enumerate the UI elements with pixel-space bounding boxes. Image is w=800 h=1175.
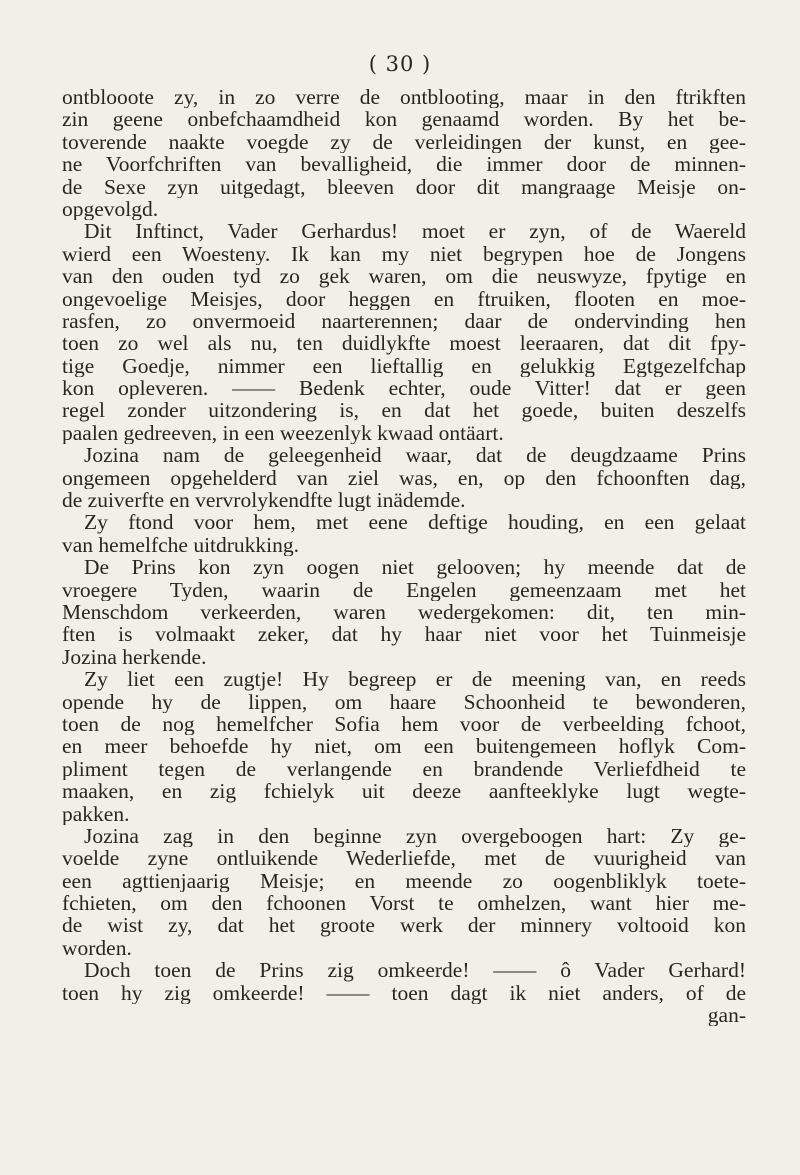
text-line: ften is volmaakt zeker, dat hy haar niet voor het Tuinmeisje	[62, 623, 746, 646]
text-line: wierd een Woesteny. Ik kan my niet begrypen hoe de Jongens	[62, 242, 746, 266]
text-line: opende hy de lippen, om haare Schoonheid te bewonderen,	[62, 690, 746, 713]
text-line: Jozina zag in den beginne zyn overgeboogen hart: Zy ge-	[84, 824, 746, 848]
text-line: een agttienjaarig Meisje; en meende zo oogenbliklyk toete-	[62, 869, 746, 893]
text-line: Zy ftond voor hem, met eene deftige houding, en een gelaat	[84, 511, 746, 534]
text-line: ongemeen opgehelderd van ziel was, en, op den fchoonften dag,	[62, 466, 746, 490]
text-line: ne Voorfchriften van bevalligheid, die immer door de minnen-	[62, 153, 746, 176]
text-line: paalen gedreeven, in een weezenlyk kwaad ontäart.	[62, 421, 504, 445]
text-line: de wist zy, dat het groote werk der minnery voltooid kon	[62, 914, 746, 937]
page-number: ( 30 )	[368, 52, 432, 76]
text-line: vroegere Tyden, waarin de Engelen gemeenzaam met het	[62, 578, 746, 601]
text-line: Dit Inftinct, Vader Gerhardus! moet er zyn, of de Waereld	[84, 220, 746, 243]
text-line: fchieten, om den fchoonen Vorst te omhelzen, want hier me-	[62, 892, 746, 915]
text-line: toen zo wel als nu, ten duidlykfte moest leeraaren, dat dit fpy-	[62, 332, 746, 355]
text-line: De Prins kon zyn oogen niet gelooven; hy meende dat de	[84, 556, 746, 579]
text-line: zin geene onbefchaamdheid kon genaamd worden. By het be-	[62, 108, 746, 131]
text-line: maaken, en zig fchielyk uit deeze aanfteeklyke lugt wegte-	[62, 780, 746, 803]
text-line: ontblooote zy, in zo verre de ontblooting, maar in den ftrikften	[62, 86, 746, 109]
text-line: Doch toen de Prins zig omkeerde! —— ô Vader Gerhard!	[84, 959, 746, 982]
body-text	[62, 86, 746, 1026]
text-line: rasfen, zo onvermoeid naarterennen; daar de ondervinding hen	[62, 309, 746, 333]
text-line: regel zonder uitzondering is, en dat het goede, buiten deszelfs	[62, 399, 746, 422]
text-line: Zy liet een zugtje! Hy begreep er de meening van, en reeds	[84, 668, 746, 691]
text-line: ongevoelige Meisjes, door heggen en ftruiken, flooten en moe-	[62, 287, 746, 310]
text-line: toverende naakte voegde zy de verleidingen der kunst, en gee-	[62, 130, 746, 154]
text-line: van den ouden tyd zo gek waren, om die neuswyze, fpytige en	[62, 265, 746, 288]
catchword: gan-	[707, 1004, 746, 1027]
text-line: toen de nog hemelfcher Sofia hem voor de verbeelding fchoot,	[62, 712, 746, 736]
text-line: en meer behoefde hy niet, om een buitengemeen hoflyk Com-	[62, 735, 746, 758]
text-line: pakken.	[62, 802, 130, 825]
text-line: van hemelfche uitdrukking.	[62, 533, 300, 557]
text-line: toen hy zig omkeerde! —— toen dagt ik niet anders, of de	[62, 981, 746, 1005]
text-line: de Sexe zyn uitgedagt, bleeven door dit mangraage Meisje on-	[62, 175, 746, 198]
text-line: Jozina nam de geleegenheid waar, dat de deugdzaame Prins	[84, 444, 746, 467]
text-line: Menschdom verkeerden, waren wedergekomen: dit, ten min-	[62, 600, 746, 624]
text-line: de zuiverfte en vervrolykendfte lugt inädemde.	[62, 489, 466, 512]
text-line: voelde zyne ontluikende Wederliefde, met de vuurigheid van	[62, 847, 746, 870]
text-line: Jozina herkende.	[62, 645, 207, 669]
text-line: worden.	[62, 936, 132, 960]
text-line: pliment tegen de verlangende en brandende Verliefdheid te	[62, 757, 746, 781]
text-line: tige Goedje, nimmer een lieftallig en gelukkig Egtgezelfchap	[62, 354, 746, 378]
text-line: kon opleveren. —— Bedenk echter, oude Vitter! dat er geen	[62, 377, 746, 400]
text-line: opgevolgd.	[62, 197, 159, 221]
